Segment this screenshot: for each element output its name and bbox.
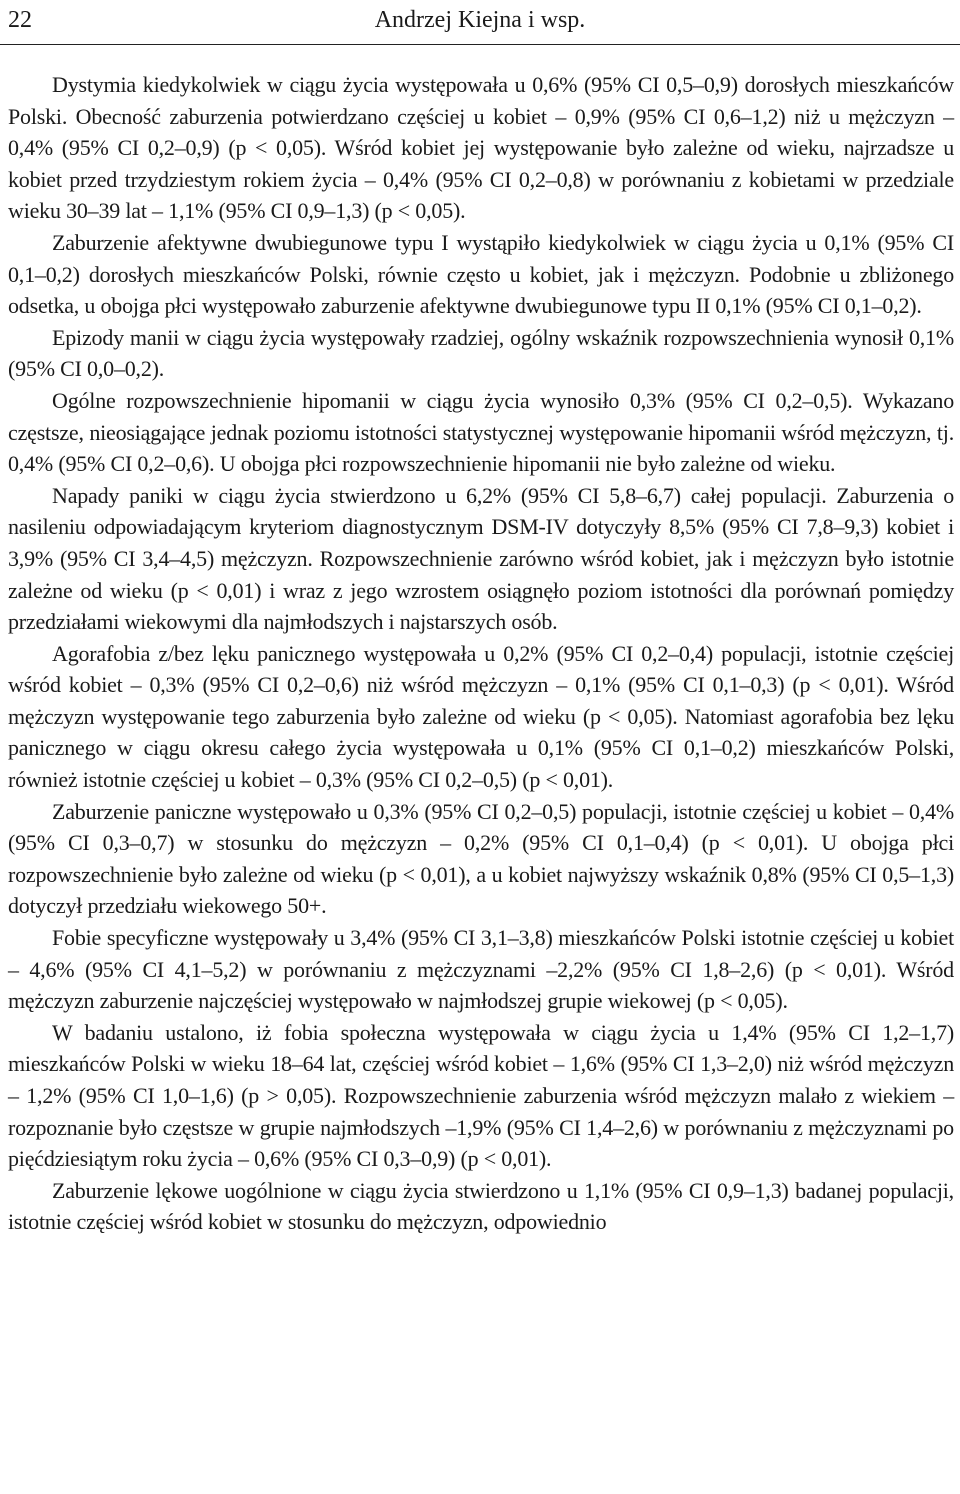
running-header [0,0,960,45]
paragraph-social-phobia: W badaniu ustalono, iż fobia społeczna występowała w ciągu życia u 1,4% (95% CI 1,2–1,7) mieszkańców Polski w wieku 18–64 lat, częściej wśród kobiet – 1,6% (95% CI 1,3–2,0) niż wśród mężczyzn – 1,2% (95% CI 1,0–1,6) (p > 0,05). Rozpowszechnienie zaburzenia wśród mężczyzn malało z wiekiem – rozpoznanie było częstsze w grupie najmłodszych –1,9% (95% CI 1,4–2,6) w porównaniu z mężczyznami po pięćdziesiątym roku życia – 0,6% (95% CI 0,3–0,9) (p < 0,01). [8,1019,954,1172]
running-title: Andrzej Kiejna i wsp. [374,7,586,33]
paragraph-dysthymia: Dystymia kiedykolwiek w ciągu życia występowała u 0,6% (95% CI 0,5–0,9) dorosłych mieszkańców Polski. Obecność zaburzenia potwierdzano częściej u kobiet – 0,9% (95% CI 0,6–1,2) niż u mężczyzn – 0,4% (95% CI 0,2–0,9) (p < 0,05). Wśród kobiet jej występowanie było zależne od wieku, najrzadsze u kobiet przed trzydziestym rokiem życia – 0,4% (95% CI 0,2–0,8) w porównaniu z kobietami w przedziale wieku 30–39 lat – 1,1% (95% CI 0,9–1,3) (p < 0,05). [8,72,954,224]
paragraph-mania: Epizody manii w ciągu życia występowały rzadziej, ogólny wskaźnik rozpowszechnienia wynosił 0,1% (95% CI 0,0–0,2). [8,324,954,382]
paragraph-specific-phobias: Fobie specyficzne występowały u 3,4% (95% CI 3,1–3,8) mieszkańców Polski istotnie częściej u kobiet – 4,6% (95% CI 4,1–5,2) w porównaniu z mężczyznami –2,2% (95% CI 1,8–2,6) (p < 0,01). Wśród mężczyzn zaburzenie najczęściej występowało w najmłodszej grupie wiekowej (p < 0,05). [8,925,954,1014]
paragraph-agoraphobia: Agorafobia z/bez lęku panicznego występowała u 0,2% (95% CI 0,2–0,4) populacji, istotnie częściej wśród kobiet – 0,3% (95% CI 0,2–0,6) niż wśród mężczyzn – 0,1% (95% CI 0,1–0,3) (p < 0,01). Wśród mężczyzn występowanie tego zaburzenia było zależne od wieku (p < 0,05). Natomiast agorafobia bez lęku panicznego w ciągu okresu całego życia występowała u 0,1% (95% CI 0,1–0,2) mieszkańców Polski, również istotnie częściej u kobiet – 0,3% (95% CI 0,2–0,5) (p < 0,01). [8,640,954,793]
body-text [8,69,954,1238]
paragraph-bipolar-disorder: Zaburzenie afektywne dwubiegunowe typu I wystąpiło kiedykolwiek w ciągu życia u 0,1% (95% CI 0,1–0,2) dorosłych mieszkańców Polski, równie często u kobiet, jak i mężczyzn. Podobnie u zbliżonego odsetka, u obojga płci występowało zaburzenie afektywne dwubiegunowe typu II 0,1% (95% CI 0,1–0,2). [8,229,954,319]
paragraph-panic-attacks: Napady paniki w ciągu życia stwierdzono u 6,2% (95% CI 5,8–6,7) całej populacji. Zaburzenia o nasileniu odpowiadającym kryteriom diagnostycznym DSM-IV dotyczyły 8,5% (95% CI 7,8–9,3) kobiet i 3,9% (95% CI 3,4–4,5) mężczyzn. Rozpowszechnienie zarówno wśród kobiet, jak i mężczyzn było istotnie zależne od wieku (p < 0,01) i wraz z jego wzrostem osiągnęło poziom istotności dla porównań pomiędzy przedziałami wiekowymi dla najmłodszych i najstarszych osób. [8,482,954,635]
page-number: 22 [8,7,32,33]
paragraph-hypomania: Ogólne rozpowszechnienie hipomanii w ciągu życia wynosiło 0,3% (95% CI 0,2–0,5). Wykazano częstsze, nieosiągające jednak poziomu istotności statystycznej występowanie hipomanii wśród mężczyzn, tj. 0,4% (95% CI 0,2–0,6). U obojga płci rozpowszechnienie hipomanii nie było zależne od wieku. [8,387,954,477]
paragraph-generalized-anxiety: Zaburzenie lękowe uogólnione w ciągu życia stwierdzono u 1,1% (95% CI 0,9–1,3) badanej populacji, istotnie częściej wśród kobiet w stosunku do mężczyzn, odpowiednio [8,1177,954,1235]
paragraph-panic-disorder: Zaburzenie paniczne występowało u 0,3% (95% CI 0,2–0,5) populacji, istotnie częściej u kobiet – 0,4% (95% CI 0,3–0,7) w stosunku do mężczyzn – 0,2% (95% CI 0,1–0,4) (p < 0,01). U obojga płci rozpowszechnienie było zależne od wieku (p < 0,01), a u kobiet najwyższy wskaźnik 0,8% (95% CI 0,5–1,3) dotyczył przedziału wiekowego 50+. [8,798,954,919]
